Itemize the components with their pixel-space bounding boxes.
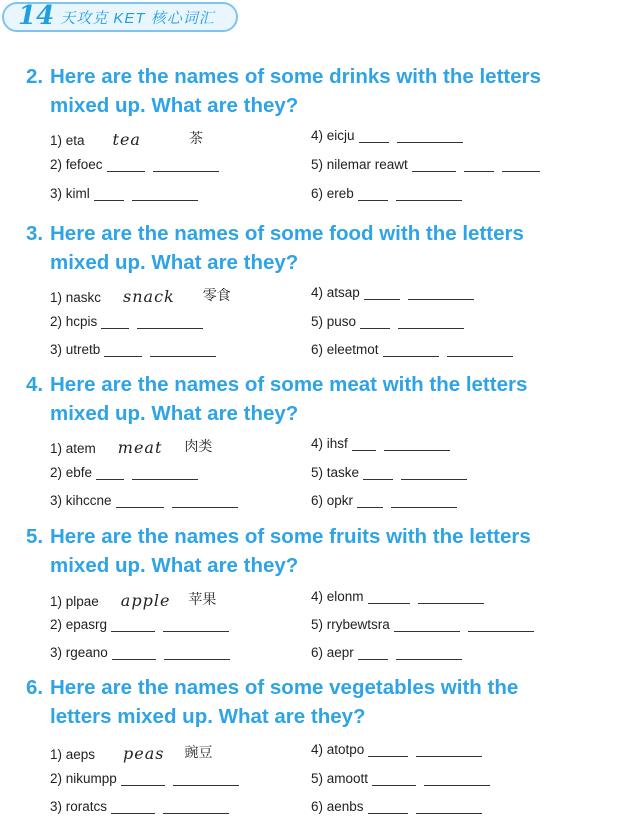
answer-blank[interactable] (360, 314, 390, 329)
exercise-item: 6) eleetmot (311, 342, 513, 357)
exercise-item: 3) roratcs (50, 799, 229, 814)
meaning-blank[interactable] (150, 342, 216, 357)
meaning-blank[interactable] (396, 186, 462, 201)
answer-blank[interactable] (358, 645, 388, 660)
example-answer: apple (120, 591, 171, 610)
answer-blank[interactable] (111, 799, 155, 814)
exercise-item: 4) eicju (311, 128, 463, 143)
meaning-blank[interactable] (416, 742, 482, 757)
day-header-badge (2, 2, 238, 32)
question-title: 6. Here are the names of some vegetables with the letters mixed up. What are they? (26, 676, 519, 728)
meaning-blank[interactable] (401, 465, 467, 480)
meaning-blank[interactable] (416, 799, 482, 814)
exercise-item: 4) ihsf (311, 436, 450, 451)
meaning-blank[interactable] (398, 314, 464, 329)
answer-blank[interactable] (111, 617, 155, 632)
example-meaning: 苹果 (188, 591, 217, 607)
exercise-item: 6) aepr (311, 645, 462, 660)
answer-blank[interactable] (358, 186, 388, 201)
meaning-blank[interactable] (132, 465, 198, 480)
exercise-item: 5) puso (311, 314, 464, 329)
exercise-item: 3) utretb (50, 342, 216, 357)
answer-blank[interactable] (96, 465, 124, 480)
header-title: 天攻克 KET 核心词汇 (60, 9, 215, 27)
meaning-blank[interactable] (384, 436, 450, 451)
answer-blank[interactable] (364, 285, 400, 300)
exercise-item: 3) rgeano (50, 645, 230, 660)
exercise-item: 5) rrybewtsra (311, 617, 534, 632)
answer-blank[interactable] (368, 589, 410, 604)
question-title: 3. Here are the names of some food with the letters mixed up. What are they? (26, 222, 524, 274)
meaning-blank[interactable] (502, 157, 540, 172)
meaning-blank[interactable] (408, 285, 474, 300)
answer-blank[interactable] (383, 342, 439, 357)
exercise-item: 5) taske (311, 465, 467, 480)
answer-blank[interactable] (104, 342, 142, 357)
answer-blank[interactable] (359, 128, 389, 143)
meaning-blank[interactable] (391, 493, 457, 508)
exercise-item: 3) kihccne (50, 493, 238, 508)
meaning-blank[interactable] (164, 645, 230, 660)
answer-blank[interactable] (107, 157, 145, 172)
example-answer: meat (117, 438, 163, 457)
example-answer: peas (123, 744, 165, 763)
answer-blank[interactable] (363, 465, 393, 480)
answer-blank[interactable] (368, 799, 408, 814)
answer-blank[interactable] (94, 186, 124, 201)
example-answer: tea (112, 130, 141, 149)
meaning-blank[interactable] (397, 128, 463, 143)
meaning-blank[interactable] (447, 342, 513, 357)
meaning-blank[interactable] (137, 314, 203, 329)
exercise-item: 4) elonm (311, 589, 484, 604)
answer-blank[interactable] (357, 493, 383, 508)
day-number: 14 (18, 1, 55, 31)
exercise-item: 1) eta tea 茶 (50, 130, 203, 149)
exercise-item: 6) aenbs (311, 799, 482, 814)
meaning-blank[interactable] (172, 493, 238, 508)
exercise-item: 5) nilemar reawt (311, 157, 540, 172)
exercise-item: 1) atem meat 肉类 (50, 438, 213, 457)
exercise-item: 6) ereb (311, 186, 462, 201)
exercise-item: 4) atsap (311, 285, 474, 300)
question-title: 2. Here are the names of some drinks with the letters mixed up. What are they? (26, 65, 542, 117)
exercise-item: 6) opkr (311, 493, 457, 508)
meaning-blank[interactable] (173, 771, 239, 786)
answer-blank[interactable] (121, 771, 165, 786)
exercise-item: 2) nikumpp (50, 771, 239, 786)
exercise-item: 1) plpae apple 苹果 (50, 591, 217, 610)
meaning-blank[interactable] (163, 799, 229, 814)
answer-blank[interactable] (368, 742, 408, 757)
exercise-item: 1) aeps peas 豌豆 (50, 744, 213, 763)
exercise-item: 2) ebfe (50, 465, 198, 480)
question-title: 4. Here are the names of some meat with the letters mixed up. What are they? (26, 373, 528, 425)
answer-blank[interactable] (464, 157, 494, 172)
meaning-blank[interactable] (468, 617, 534, 632)
example-answer: snack (123, 287, 175, 306)
answer-blank[interactable] (112, 645, 156, 660)
answer-blank[interactable] (352, 436, 376, 451)
example-meaning: 肉类 (184, 438, 213, 454)
meaning-blank[interactable] (153, 157, 219, 172)
example-meaning: 零食 (202, 287, 231, 303)
exercise-item: 4) atotpo (311, 742, 482, 757)
meaning-blank[interactable] (396, 645, 462, 660)
example-meaning: 豌豆 (184, 744, 213, 760)
answer-blank[interactable] (101, 314, 129, 329)
meaning-blank[interactable] (132, 186, 198, 201)
answer-blank[interactable] (394, 617, 460, 632)
answer-blank[interactable] (372, 771, 416, 786)
exercise-item: 2) epasrg (50, 617, 229, 632)
meaning-blank[interactable] (163, 617, 229, 632)
exercise-item: 1) naskc snack 零食 (50, 287, 231, 306)
exercise-item: 5) amoott (311, 771, 490, 786)
answer-blank[interactable] (412, 157, 456, 172)
answer-blank[interactable] (116, 493, 164, 508)
exercise-item: 2) hcpis (50, 314, 203, 329)
exercise-item: 2) fefoec (50, 157, 219, 172)
example-meaning: 茶 (188, 130, 203, 146)
exercise-item: 3) kiml (50, 186, 198, 201)
meaning-blank[interactable] (424, 771, 490, 786)
question-title: 5. Here are the names of some fruits with the letters mixed up. What are they? (26, 525, 531, 577)
meaning-blank[interactable] (418, 589, 484, 604)
